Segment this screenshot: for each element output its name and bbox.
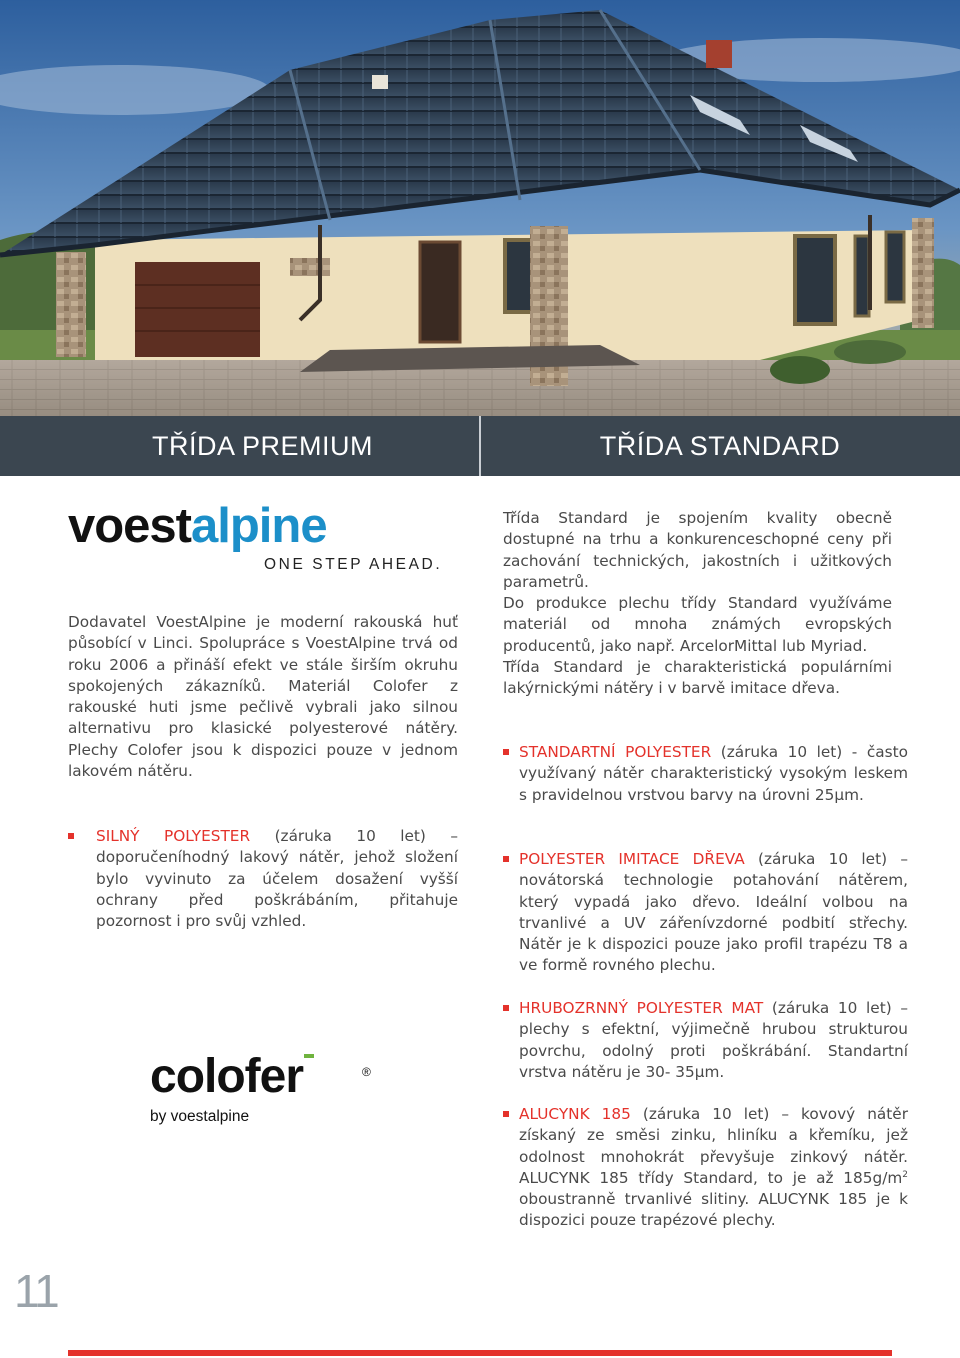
premium-class-title: TŘÍDA PREMIUM xyxy=(151,431,373,461)
voestalpine-wordmark xyxy=(68,500,327,552)
standard-intro-1: Třída Standard je spojením kvality obecně dostupné na trhu a konkurenceschopné ceny při zachování technických, jakostních i užitkových parametrů. xyxy=(503,509,892,591)
bullet-body-part2: oboustranně trvanlivé slitiny. ALUCYNK 185 je k dispozici pouze trapézové plechy. xyxy=(519,1190,908,1230)
standard-bullet-item xyxy=(503,1104,908,1232)
standard-bullet-item xyxy=(503,849,908,977)
premium-bullet-item xyxy=(68,826,458,932)
bullet-body: (záruka 10 let) – novátorská technologie potahování nátěrem, který vypadá jako dřevo. Ideální volbou na trvanlivé a UV zářenívzdorné podbití střechy. Nátěr je k dispozici pouze jako profil trapézu T8 a ve formě rovného plechu. xyxy=(519,850,908,975)
registered-mark: ® xyxy=(362,1065,371,1079)
bullet-body: (záruka 10 let) – plechy s efektní, výjimečně hrubou strukturou povrchu, odolný proti poškrábání. Standartní vrstva nátěru je 30- 35µm. xyxy=(519,999,908,1081)
voestalpine-logo xyxy=(68,500,463,580)
bullet-body: (záruka 10 let) - často využívaný nátěr charakteristický vysokým leskem s pravidelnou vrstvou barvy na úrovni 25µm. xyxy=(519,743,908,804)
voestalpine-wordmark-blue: alpine xyxy=(191,499,327,553)
bullet-highlight: POLYESTER IMITACE DŘEVA xyxy=(519,850,745,868)
section-header-band xyxy=(0,416,960,476)
colofer-logo xyxy=(150,1052,390,1132)
voestalpine-tagline: ONE STEP AHEAD. xyxy=(264,556,443,573)
standard-bullet-text xyxy=(519,742,908,806)
standard-bullet-text xyxy=(519,849,908,977)
superscript: 2 xyxy=(902,1169,908,1180)
bullet-square-icon xyxy=(503,1111,509,1117)
bullet-square-icon xyxy=(503,856,509,862)
standard-intro-3: Třída Standard je charakteristická populárními lakýrnickými nátěry i v barvě imitace dřeva. xyxy=(503,658,892,698)
bullet-body: (záruka 10 let) – doporučeníhodný lakový nátěr, jehož složení bylo vyvinuto za účelem dosažení vyšší ochrany před poškrábáním, přitahuje pozornost i pro svůj vzhled. xyxy=(96,827,458,931)
bullet-highlight: SILNÝ POLYESTER xyxy=(96,827,251,845)
bullet-square-icon xyxy=(68,833,74,839)
standard-intro-2: Do produkce plechu třídy Standard využíváme materiál od mnoha známých evropských producentů, jako např. ArcelorMittal lub Myriad. xyxy=(503,594,892,655)
hero-photo-house xyxy=(0,0,960,416)
colofer-wordmark-graphic xyxy=(150,1052,390,1102)
colofer-wordmark: colofer xyxy=(150,1052,304,1102)
bullet-highlight: ALUCYNK 185 xyxy=(519,1105,631,1123)
bullet-highlight: HRUBOZRNNÝ POLYESTER MAT xyxy=(519,999,764,1017)
bullet-body-part1: (záruka 10 let) – kovový nátěr získaný ze směsi zinku, hliníku a křemíku, jež odolnost mnohokrát převyšuje zinkový nátěr. ALUCYNK 185 třídy Standard, to je až 185g/m xyxy=(519,1105,908,1187)
standard-bullet-text xyxy=(519,998,908,1083)
footer-red-line xyxy=(68,1350,892,1356)
premium-intro: Dodavatel VoestAlpine je moderní rakouská huť působící v Linci. Spolupráce s VoestAlpine trvá od roku 2006 a přináší efekt ve stále širším okruhu spokojených zákazníků. Materiál Colofer z rakouské huti jsme pečlivě vybrali jako silnou alternativu pro klasické polyesterové nátěry. Plechy Colofer jsou k dispozici pouze v jednom lakovém nátěru. xyxy=(68,613,458,781)
standard-bullet-text xyxy=(519,1104,908,1232)
standard-class-title: TŘÍDA STANDARD xyxy=(599,431,841,461)
premium-bullet-text xyxy=(84,826,458,932)
voestalpine-wordmark-dark: voest xyxy=(68,499,192,553)
colofer-green-accent xyxy=(304,1054,314,1058)
bullet-square-icon xyxy=(503,749,509,755)
bullet-square-icon xyxy=(503,1005,509,1011)
page-number: 11 xyxy=(14,1265,58,1317)
bullet-highlight: STANDARTNÍ POLYESTER xyxy=(519,743,712,761)
colofer-byline: by voestalpine xyxy=(150,1108,250,1125)
standard-bullet-item xyxy=(503,742,908,806)
standard-bullet-item xyxy=(503,998,908,1083)
